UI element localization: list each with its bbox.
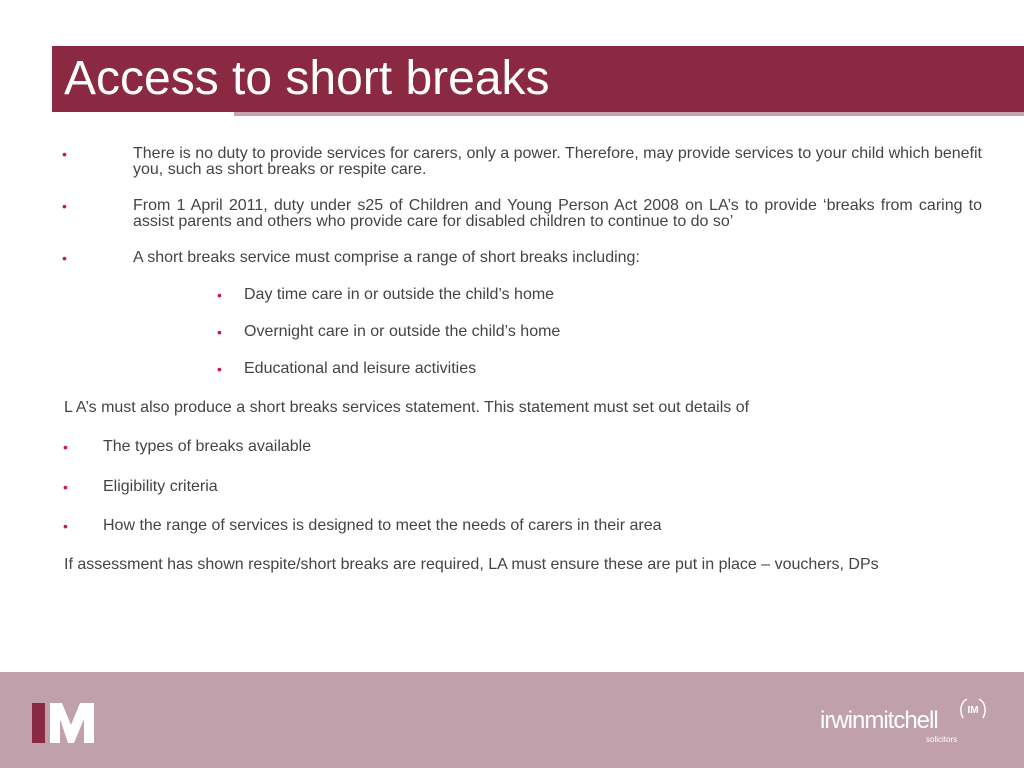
bullet-item: From 1 April 2011, duty under s25 of Children and Young Person Act 2008 on LA’s to provide ‘breaks from caring to assist parents and others who provide care for disabled children to continue to do so’ xyxy=(133,197,982,230)
closing-text: If assessment has shown respite/short breaks are required, LA must ensure these are put in place – vouchers, DPs xyxy=(64,556,879,573)
brand-tagline: solicitors xyxy=(926,735,958,744)
slide-title: Access to short breaks xyxy=(64,52,550,105)
sub-bullet-icon: • xyxy=(217,324,222,340)
bullet-icon: • xyxy=(62,250,67,266)
sub-bullet-item: Educational and leisure activities xyxy=(244,360,477,377)
statement-item: The types of breaks available xyxy=(103,438,312,455)
bullet-item: There is no duty to provide services for carers, only a power. Therefore, may provide services to your child which benefit you, such as short breaks or respite care. xyxy=(133,145,982,178)
brand-mark-letters: IM xyxy=(967,705,979,716)
bullet-icon: • xyxy=(63,518,68,534)
bullet-icon: • xyxy=(63,439,68,455)
statement-item: How the range of services is designed to meet the needs of carers in their area xyxy=(103,517,662,534)
im-logo-icon xyxy=(32,703,96,743)
sub-bullet-item: Overnight care in or outside the child’s home xyxy=(244,323,561,340)
bullet-icon: • xyxy=(62,146,67,162)
brand-logo xyxy=(820,706,995,754)
footer-band xyxy=(0,672,1024,768)
sub-bullet-item: Day time care in or outside the child’s home xyxy=(244,286,555,303)
bullet-item: A short breaks service must comprise a range of short breaks including: xyxy=(133,249,640,266)
statement-item: Eligibility criteria xyxy=(103,478,218,495)
bullet-icon: • xyxy=(63,479,68,495)
sub-bullet-icon: • xyxy=(217,361,222,377)
sub-bullet-icon: • xyxy=(217,287,222,303)
statement-intro: L A’s must also produce a short breaks services statement. This statement must set out details of xyxy=(64,399,750,416)
bullet-icon: • xyxy=(62,198,67,214)
brand-mark-icon xyxy=(960,698,986,720)
brand-name: irwinmitchell xyxy=(820,707,938,734)
